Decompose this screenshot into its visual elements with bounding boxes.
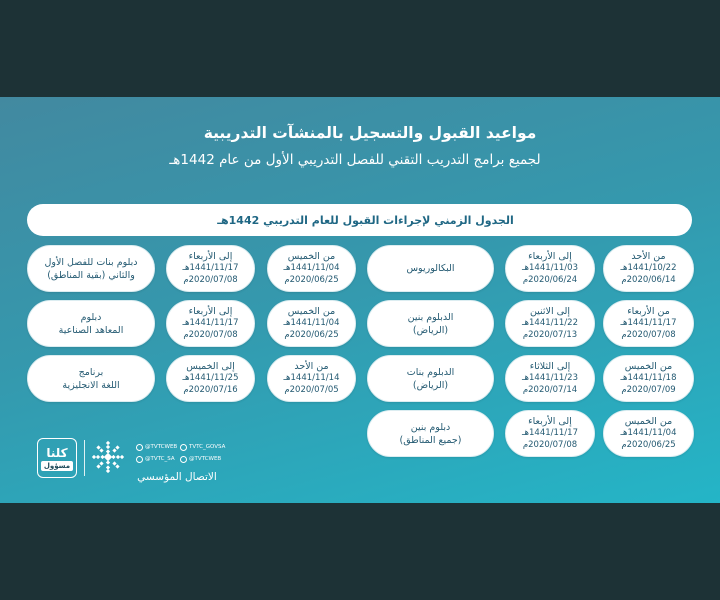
globe-icon [180,444,187,451]
program-region: (الرياض) [412,324,449,336]
start-day: من الأحد [294,361,329,372]
end-hijri-date: 1441/11/03هـ [522,263,578,273]
end-hijri-date: 1441/11/23هـ [522,373,578,383]
start-hijri-date: 1441/10/22هـ [620,263,677,273]
page-title: مواعيد القبول والتسجيل بالمنشآت التدريبية [203,124,537,142]
top-band [0,0,720,97]
social-handle [180,443,224,452]
end-gregorian-date: 2020/07/16م [183,384,238,395]
handle-text: @TVTC_SA [145,456,175,462]
social-handle [180,455,224,464]
end-date-pill [166,355,255,402]
instagram-icon [136,456,143,463]
start-gregorian-date: 2020/07/08م [621,329,676,340]
program-pill [367,245,494,292]
start-gregorian-date: 2020/06/25م [284,329,339,340]
program-pill [27,300,155,347]
end-gregorian-date: 2020/07/08م [183,329,238,340]
start-gregorian-date: 2020/07/05م [284,384,339,395]
tvtc-logo-icon [90,440,126,474]
program-region: (الرياض) [412,379,449,391]
twitter-icon [136,444,143,451]
start-hijri-date: 1441/11/04هـ [283,263,340,273]
banner-text: الجدول الزمني لإجراءات القبول للعام التدريبي 1442هـ [217,213,514,227]
program-detail: اللغة الانجليزية [62,379,120,391]
program-detail: المعاهد الصناعية [58,324,124,336]
end-hijri-date: 1441/11/25هـ [182,373,239,383]
program-name: البكالوريوس [406,263,455,274]
program-pill [367,355,494,402]
start-date-pill [267,245,356,292]
program-pill [27,355,155,402]
start-date-pill [603,410,694,457]
start-gregorian-date: 2020/06/14م [621,274,676,285]
end-date-pill [505,355,595,402]
department-name: الاتصال المؤسسي [137,471,217,483]
end-gregorian-date: 2020/07/14م [522,384,578,395]
start-day: من الأربعاء [627,306,670,317]
start-date-pill [603,300,694,347]
end-day: إلى الأربعاء [188,251,233,262]
end-date-pill [166,245,255,292]
start-hijri-date: 1441/11/04هـ [620,428,677,438]
campaign-logo-line1: كلنا [46,445,68,460]
end-day: إلى الأربعاء [528,416,572,427]
end-date-pill [505,410,595,457]
end-gregorian-date: 2020/06/24م [522,274,578,285]
start-day: من الخميس [624,361,673,372]
handle-text: @TVTCWEB [145,444,178,450]
start-date-pill [267,355,356,402]
end-gregorian-date: 2020/07/08م [183,274,238,285]
end-hijri-date: 1441/11/22هـ [522,318,578,328]
start-date-pill [267,300,356,347]
program-name: الدبلوم بنين [407,311,454,323]
program-name: دبلوم بنين [410,421,451,433]
social-handle [136,455,180,464]
start-day: من الأحد [631,251,666,262]
end-day: إلى الخميس [186,361,235,372]
start-date-pill [603,355,694,402]
schedule-banner [27,204,692,236]
program-pill [27,245,155,292]
program-name: الدبلوم بنات [406,366,455,378]
end-hijri-date: 1441/11/17هـ [522,428,578,438]
end-gregorian-date: 2020/07/13م [522,329,578,340]
end-date-pill [166,300,255,347]
start-gregorian-date: 2020/06/25م [284,274,339,285]
start-date-pill [603,245,694,292]
end-day: إلى الاثنين [529,306,571,317]
program-name: دبلوم [80,311,102,323]
program-pill [367,300,494,347]
program-name: دبلوم بنات للفصل الأول [44,256,138,268]
campaign-logo [37,438,77,478]
page-subtitle: لجميع برامج التدريب التقني للفصل التدريبي الأول من عام 1442هـ [169,152,541,168]
start-day: من الخميس [624,416,673,427]
end-date-pill [505,300,595,347]
social-handle [136,443,180,452]
program-region: (جميع المناطق) [399,434,462,446]
end-day: إلى الأربعاء [528,251,572,262]
start-day: من الخميس [287,306,336,317]
start-gregorian-date: 2020/06/25م [621,439,676,450]
start-hijri-date: 1441/11/04هـ [283,318,340,328]
program-name: برنامج [78,366,104,378]
end-date-pill [505,245,595,292]
campaign-logo-line2: مسؤول [41,461,73,471]
program-pill [367,410,494,457]
start-gregorian-date: 2020/07/09م [621,384,676,395]
end-gregorian-date: 2020/07/08م [522,439,578,450]
end-hijri-date: 1441/11/17هـ [182,263,239,273]
end-hijri-date: 1441/11/17هـ [182,318,239,328]
start-hijri-date: 1441/11/18هـ [620,373,677,383]
youtube-icon [180,456,187,463]
end-day: إلى الثلاثاء [529,361,571,372]
start-hijri-date: 1441/11/14هـ [283,373,340,383]
footer-divider [84,440,85,476]
start-hijri-date: 1441/11/17هـ [620,318,677,328]
start-day: من الخميس [287,251,336,262]
bottom-band [0,503,720,600]
handle-text: TVTC_GOVSA [189,444,226,450]
end-day: إلى الأربعاء [188,306,233,317]
handle-text: @TVTCWEB [189,456,222,462]
program-region: والثاني (بقية المناطق) [47,269,135,281]
